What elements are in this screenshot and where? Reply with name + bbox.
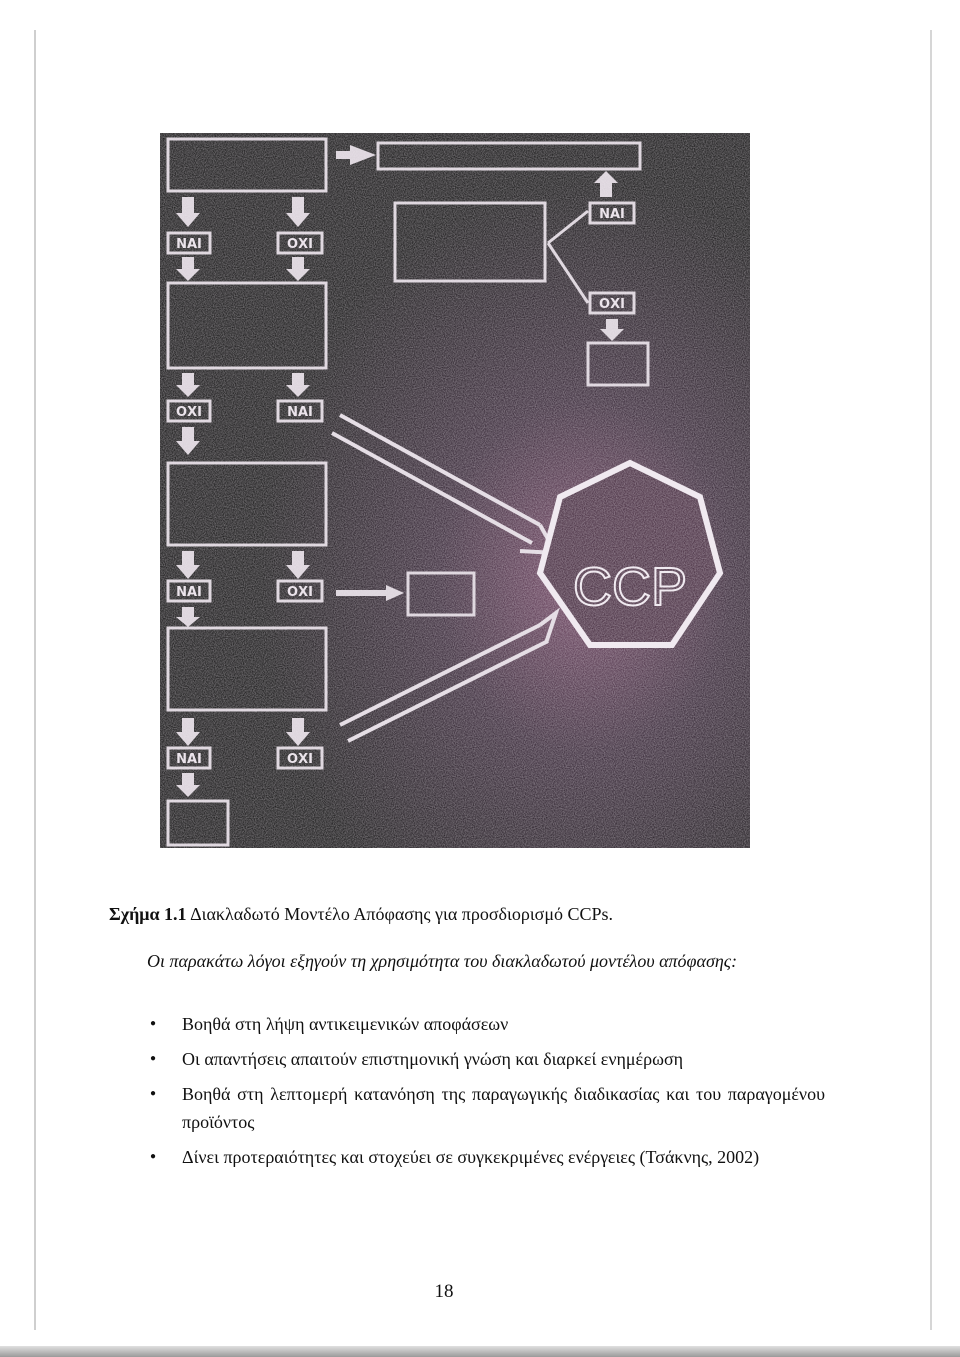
decision-tree-diagram [160,133,750,848]
caption-label: Σχήμα 1.1 [109,904,187,924]
list-item: ● Οι απαντήσεις απαιτούν επιστημονική γνώση και διαρκεί ενημέρωση [109,1045,825,1073]
intro-paragraph: Οι παρακάτω λόγοι εξηγούν τη χρησιμότητα του διακλαδωτού μοντέλου απόφασης: [147,951,738,971]
figure-caption [109,904,613,925]
scan-edge-left [34,30,36,1330]
scan-edge-bottom [0,1346,960,1357]
page-number: 18 [434,1281,454,1302]
list-item: ● Βοηθά στη λήψη αντικειμενικών αποφάσεων [109,1010,825,1038]
scan-noise [160,133,750,848]
list-item: ● Δίνει προτεραιότητες και στοχεύει σε συγκεκριμένες ενέργειες (Τσάκνης, 2002) [109,1143,825,1171]
list-item: ● Βοηθά στη λεπτομερή κατανόηση της παραγωγικής διαδικασίας και του παραγομένου προϊόντος [109,1080,825,1136]
reasons-list [109,1010,825,1178]
caption-text: Διακλαδωτό Μοντέλο Απόφασης για προσδιορισμό CCPs. [186,904,614,924]
scan-edge-right [930,30,932,1330]
decision-tree-figure [160,133,750,848]
